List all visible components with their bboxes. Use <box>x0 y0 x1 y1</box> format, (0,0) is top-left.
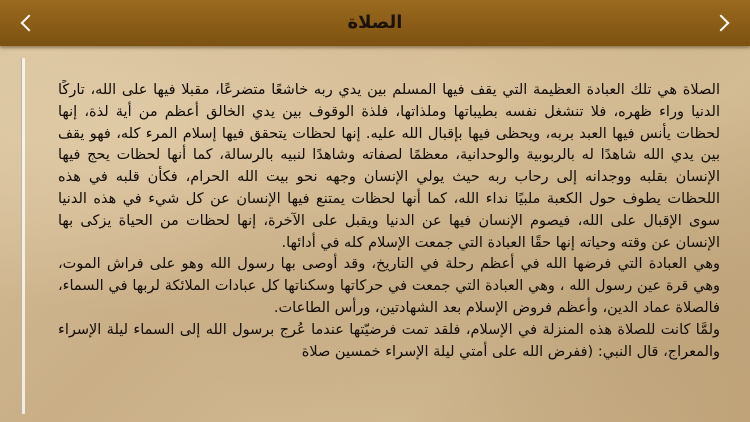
article-paragraph: الصلاة هي تلك العبادة العظيمة التي يقف فيها المسلم بين يدي ربه خاشعًا متضرعًا، مقبلا فيها على الله، تاركًا الدنيا وراء ظهره، فلا تنشغل نفسه بطيباتها وملذاتها، فلذة الوقوف بين يدي الخالق أعظم من أية لذة، إنها لحظات يأنس فيها العبد بربه، ويحظى فيها بإقبال الله عليه. إنها لحظات يتحقق فيها إسلام المرء كله، فهو يقف بين يدي الله شاهدًا له بالربوبية والوحدانية، معظمًا لصفاته وشاهدًا لنبيه بالرسالة، كما أنها لحظات يحج فيها الإنسان بقلبه ووجدانه إلى رحاب ربه حيث يولي الإنسان وجهه نحو بيت الله الحرام، فكأن قلبه في هذه اللحظات يطوف حول الكعبة ملبيًا نداء الله، كما أنها لحظات يمتنع فيها الإنسان عن كل شيء في هذه الدنيا سوى الإقبال على الله، فيصوم الإنسان فيها عن الدنيا ويقبل على الآخرة، إنها لحظات من الحياة يزكى بها الإنسان عن وقته وحياته إنها حقًا العبادة التي جمعت الإسلام كله في أدائها. <box>58 82 720 251</box>
scroll-indicator[interactable] <box>21 58 25 414</box>
page-title: الصلاة <box>347 12 403 33</box>
next-button[interactable] <box>700 0 746 46</box>
chevron-right-icon <box>713 15 730 32</box>
article-paragraph: ولمَّا كانت للصلاة هذه المنزلة في الإسلام، فلقد تمت فرضيّتها عندما عُرج برسول الله إلى السماء ليلة الإسراء والمعراج، قال النبي: (ففرض الله على أمتي ليلة الإسراء خمسين صلاة <box>58 321 720 360</box>
article-body[interactable] <box>58 80 720 422</box>
article-paragraph: وهي العبادة التي فرضها الله في أعظم رحلة في التاريخ، وقد أوصى بها رسول الله وهو على فراش الموت، وهي قرة عين رسول الله ، وهي العبادة التي جمعت في حركاتها وسكناتها كل عبادات الملائكة لربها في السماء، فالصلاة عماد الدين، وأعظم فروض الإسلام بعد الشهادتين، ورأس الطاعات. <box>58 256 720 316</box>
top-bar <box>0 0 750 46</box>
